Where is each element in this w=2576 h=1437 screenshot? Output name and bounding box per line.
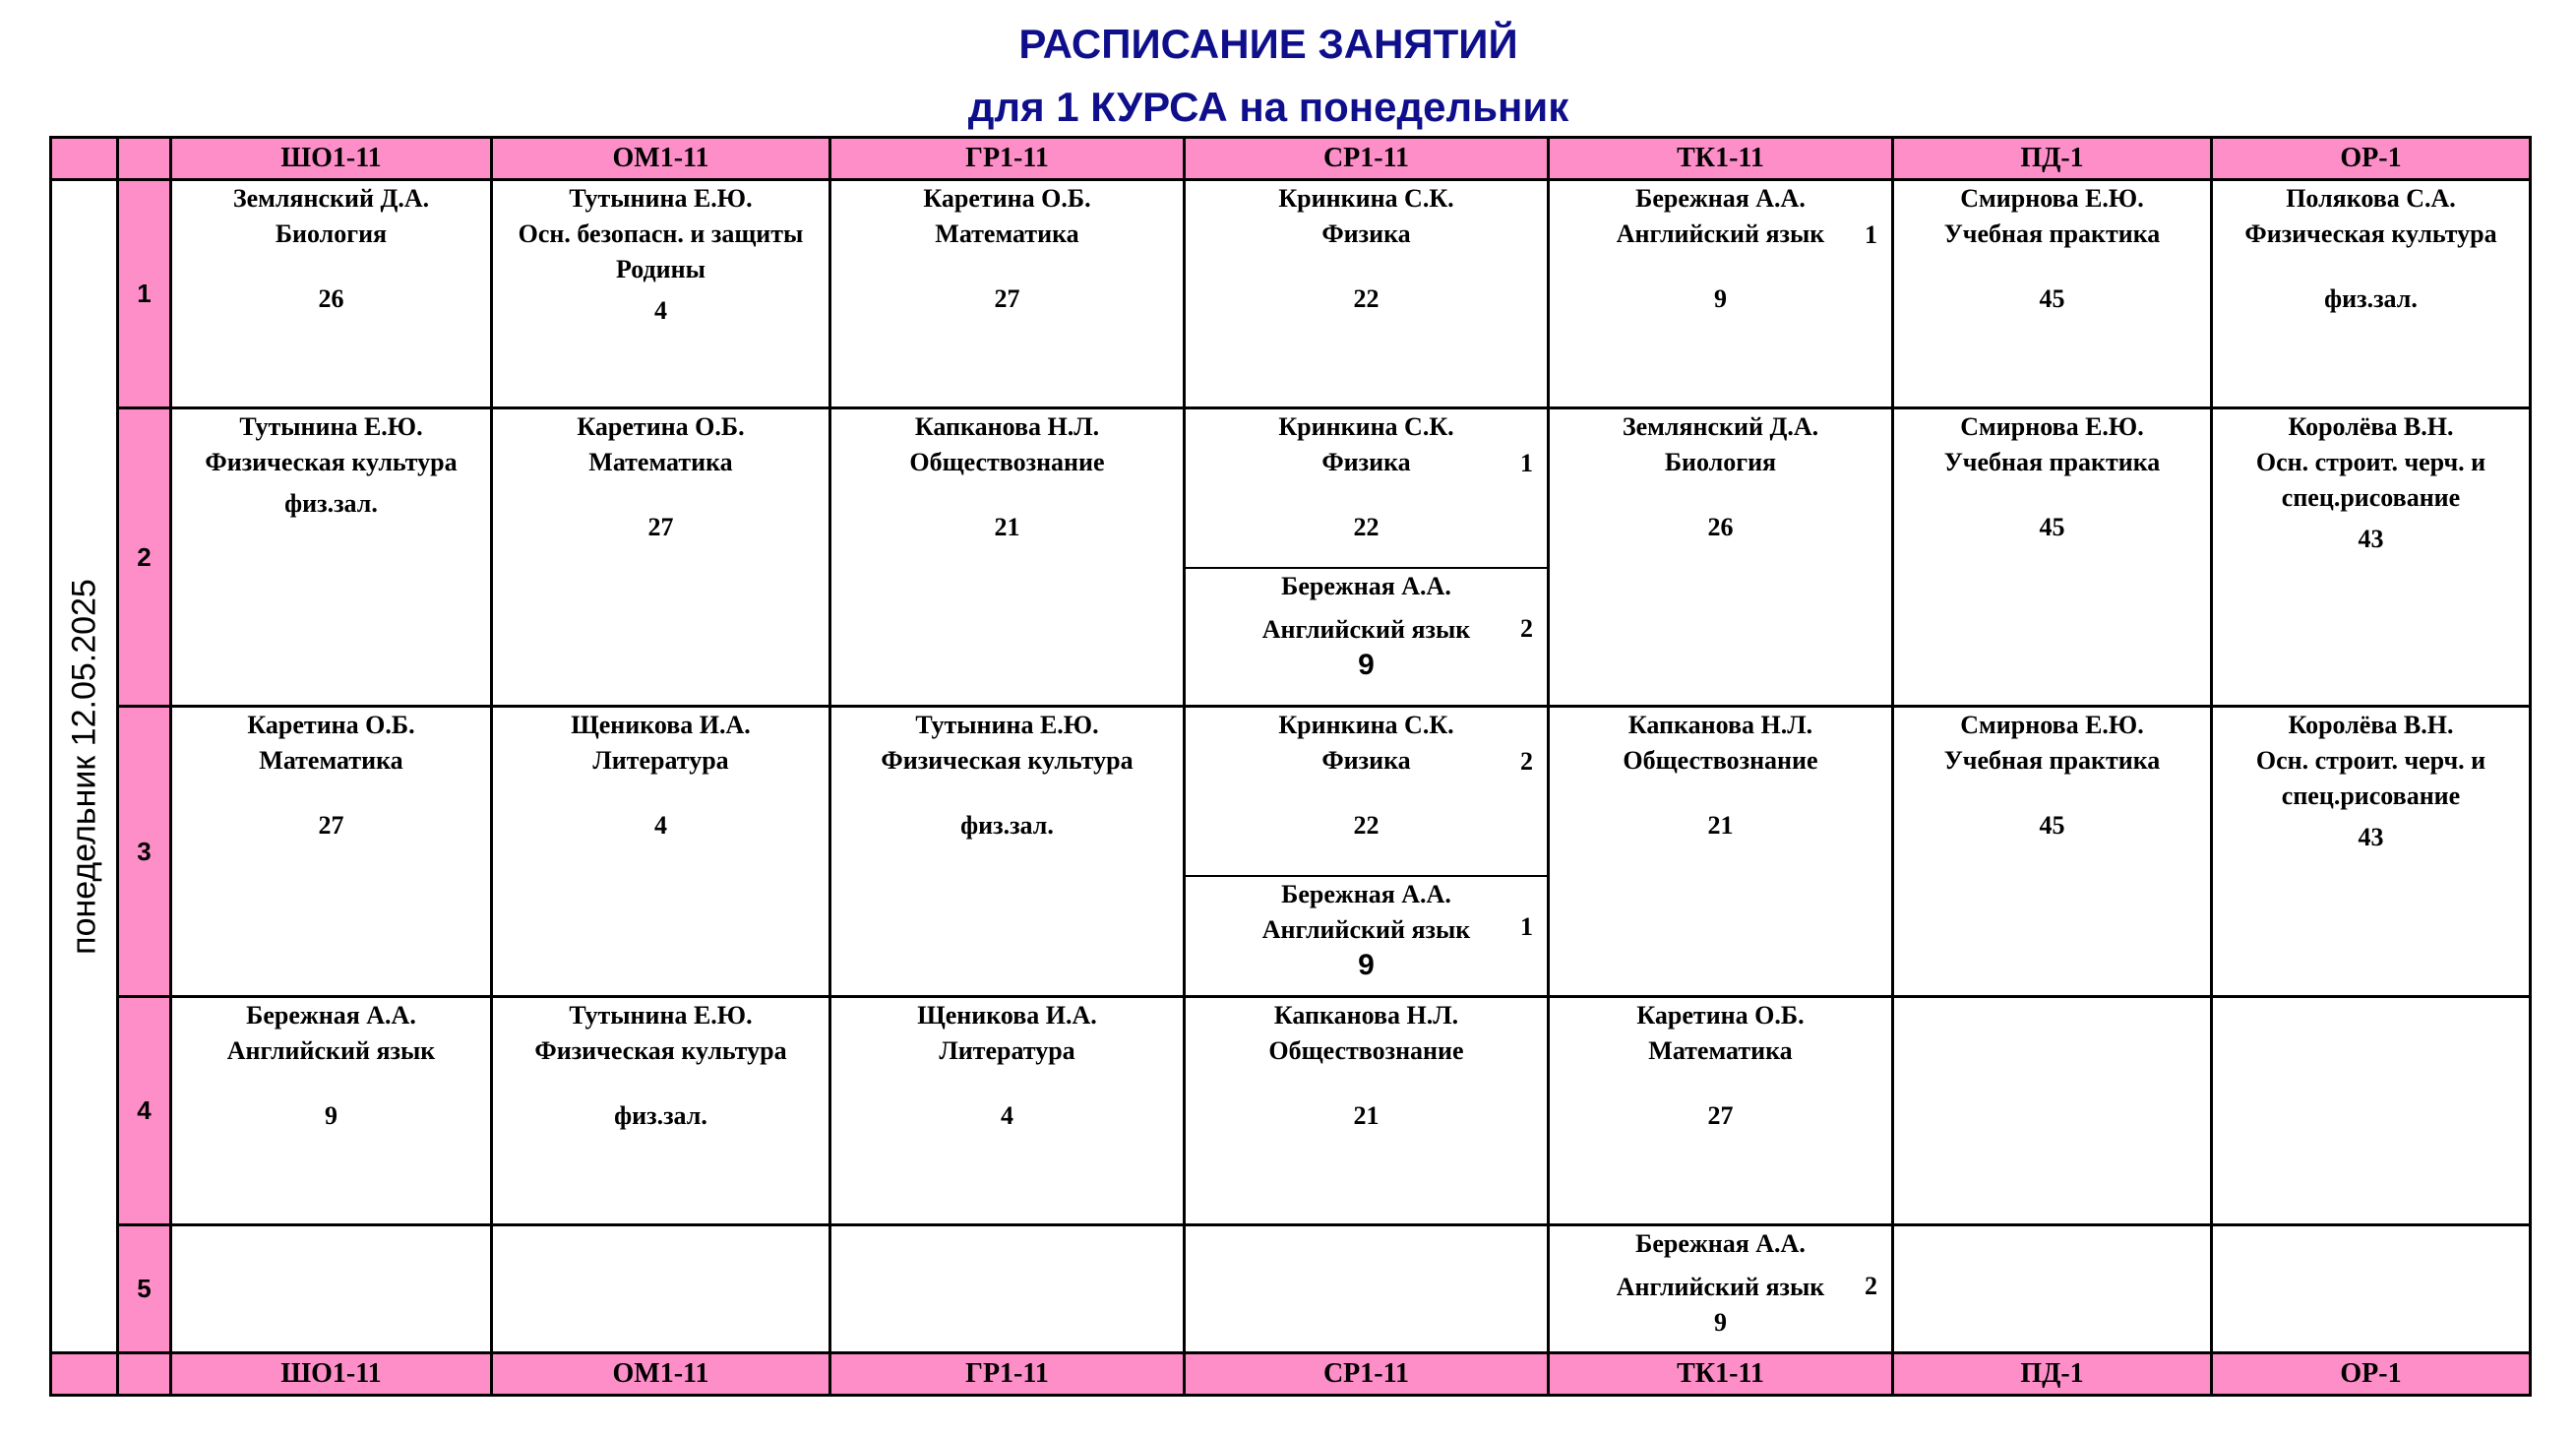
subject-name: Учебная практика — [1943, 448, 2161, 476]
room-number: 45 — [2039, 811, 2065, 840]
group-header: ТК1-11 — [1549, 138, 1893, 180]
header-row-bottom — [51, 1353, 2531, 1396]
subject-name: Математика — [588, 448, 733, 476]
teacher-name: Королёва В.Н. — [2288, 412, 2454, 441]
subgroup-number: 1 — [1520, 449, 1533, 477]
schedule-subtitle: для 1 КУРСА на понедельник — [967, 84, 1569, 130]
subgroup-number: 2 — [1865, 1272, 1877, 1300]
pair-number: 1 — [118, 180, 171, 408]
room-number: 27 — [647, 513, 674, 541]
subject-name: Физика — [1321, 746, 1411, 775]
subgroup-number: 1 — [1520, 912, 1533, 941]
lesson-cell-split — [1185, 707, 1549, 997]
room-number: 4 — [654, 296, 667, 325]
room-number: 45 — [2039, 284, 2065, 313]
header-corner-num — [118, 138, 171, 180]
teacher-name: Смирнова Е.Ю. — [1960, 184, 2144, 213]
schedule-title: РАСПИСАНИЕ ЗАНЯТИЙ — [1018, 21, 1518, 67]
lesson-cell — [1893, 707, 2212, 997]
lesson-cell — [1549, 408, 1893, 707]
teacher-name: Королёва В.Н. — [2288, 711, 2454, 739]
lesson-cell — [492, 707, 830, 997]
room-number: 22 — [1353, 811, 1380, 840]
subject-name: Английский язык — [1261, 915, 1471, 944]
teacher-name: Бережная А.А. — [1281, 880, 1451, 908]
group-header: ТК1-11 — [1549, 1353, 1893, 1396]
pair-row-3 — [51, 707, 2531, 997]
room-number: 9 — [1358, 649, 1375, 681]
lesson-cell — [2212, 408, 2531, 707]
lesson-cell — [1549, 997, 1893, 1225]
lesson-cell — [492, 997, 830, 1225]
room-number: 22 — [1353, 284, 1380, 313]
lesson-cell-split — [1185, 408, 1549, 707]
teacher-name: Каретина О.Б. — [923, 184, 1091, 213]
teacher-name: Щеникова И.А. — [571, 711, 751, 739]
teacher-name: Кринкина С.К. — [1278, 184, 1454, 213]
lesson-cell — [492, 180, 830, 408]
teacher-name: Каретина О.Б. — [1636, 1001, 1805, 1030]
room-number: 43 — [2358, 823, 2384, 851]
subject-name: Английский язык — [226, 1036, 436, 1065]
room-number: физ.зал. — [614, 1101, 707, 1130]
empty-cell — [1185, 1225, 1549, 1353]
lesson-cell — [1549, 707, 1893, 997]
subject-name: Математика — [259, 746, 403, 775]
pair-row-4 — [51, 997, 2531, 1225]
header-corner-num — [118, 1353, 171, 1396]
group-header: ШО1-11 — [171, 138, 492, 180]
teacher-name: Смирнова Е.Ю. — [1960, 412, 2144, 441]
group-header: ПД-1 — [1893, 138, 2212, 180]
header-corner — [51, 138, 118, 180]
empty-cell — [1893, 997, 2212, 1225]
room-number: физ.зал. — [284, 489, 378, 518]
lesson-cell — [830, 408, 1185, 707]
teacher-name: Бережная А.А. — [1635, 1229, 1806, 1258]
subject-name: Биология — [1664, 448, 1777, 476]
subject-name: Физика — [1321, 219, 1411, 248]
group-header: ОМ1-11 — [492, 1353, 830, 1396]
room-number: 27 — [1707, 1101, 1734, 1130]
lesson-cell — [171, 180, 492, 408]
teacher-name: Тутынина Е.Ю. — [239, 412, 423, 441]
subject-name: Математика — [1648, 1036, 1793, 1065]
group-header: ОР-1 — [2212, 1353, 2531, 1396]
subgroup-lesson — [1186, 409, 1547, 569]
subject-name: Физика — [1321, 448, 1411, 476]
pair-number: 4 — [118, 997, 171, 1225]
pair-number: 3 — [118, 707, 171, 997]
room-number: 9 — [1714, 1308, 1727, 1337]
lesson-cell — [171, 707, 492, 997]
room-number: 4 — [654, 811, 667, 840]
header-row-top — [51, 138, 2531, 180]
teacher-name: Каретина О.Б. — [577, 412, 745, 441]
teacher-name: Бережная А.А. — [246, 1001, 416, 1030]
teacher-name: Капканова Н.Л. — [1627, 711, 1813, 739]
room-number: 26 — [318, 284, 344, 313]
lesson-cell — [171, 408, 492, 707]
subgroup-number: 2 — [1520, 614, 1533, 643]
teacher-name: Бережная А.А. — [1635, 184, 1806, 213]
group-header: СР1-11 — [1185, 138, 1549, 180]
room-number: 4 — [1001, 1101, 1013, 1130]
subgroup-number: 1 — [1865, 220, 1877, 249]
subject-name: Биология — [275, 219, 388, 248]
group-header: СР1-11 — [1185, 1353, 1549, 1396]
pair-number: 5 — [118, 1225, 171, 1353]
subgroup-lesson — [1186, 708, 1547, 877]
day-label: понедельник 12.05.2025 — [65, 578, 102, 955]
room-number: 21 — [1353, 1101, 1380, 1130]
lesson-cell — [1893, 408, 2212, 707]
lesson-cell — [1893, 180, 2212, 408]
room-number: физ.зал. — [2324, 284, 2418, 313]
empty-cell — [171, 1225, 492, 1353]
room-number: 9 — [325, 1101, 337, 1130]
subject-name: Осн. безопасн. и защиты Родины — [518, 219, 804, 283]
subject-name: Физическая культура — [881, 746, 1134, 775]
room-number: 27 — [318, 811, 344, 840]
teacher-name: Кринкина С.К. — [1278, 711, 1454, 739]
lesson-cell — [1185, 180, 1549, 408]
group-header: ШО1-11 — [171, 1353, 492, 1396]
group-header: ОМ1-11 — [492, 138, 830, 180]
header-corner — [51, 1353, 118, 1396]
lesson-cell — [1185, 997, 1549, 1225]
lesson-cell — [2212, 707, 2531, 997]
group-header: ОР-1 — [2212, 138, 2531, 180]
subject-name: Физическая культура — [2244, 219, 2497, 248]
teacher-name: Каретина О.Б. — [247, 711, 415, 739]
teacher-name: Землянский Д.А. — [1622, 412, 1819, 441]
room-number: 45 — [2039, 513, 2065, 541]
subject-name: Обществознание — [1623, 746, 1818, 775]
room-number: 22 — [1353, 513, 1380, 541]
teacher-name: Капканова Н.Л. — [1273, 1001, 1459, 1030]
room-number: 27 — [994, 284, 1020, 313]
room-number: 9 — [1358, 949, 1375, 981]
empty-cell — [492, 1225, 830, 1353]
lesson-cell — [830, 997, 1185, 1225]
group-header: ПД-1 — [1893, 1353, 2212, 1396]
teacher-name: Бережная А.А. — [1281, 572, 1451, 600]
subject-name: Физическая культура — [534, 1036, 787, 1065]
pair-row-1 — [51, 180, 2531, 408]
teacher-name: Капканова Н.Л. — [914, 412, 1100, 441]
room-number: 43 — [2358, 525, 2384, 553]
group-header: ГР1-11 — [830, 1353, 1185, 1396]
subject-name: Математика — [935, 219, 1079, 248]
teacher-name: Тутынина Е.Ю. — [569, 184, 753, 213]
teacher-name: Землянский Д.А. — [232, 184, 430, 213]
room-number: 26 — [1707, 513, 1734, 541]
subject-name: Учебная практика — [1943, 746, 2161, 775]
room-number: 21 — [994, 513, 1020, 541]
lesson-cell — [1549, 180, 1893, 408]
schedule-table — [49, 136, 2532, 1397]
teacher-name: Смирнова Е.Ю. — [1960, 711, 2144, 739]
lesson-cell — [2212, 180, 2531, 408]
subgroup-number: 2 — [1520, 747, 1533, 776]
subject-name: Английский язык — [1261, 615, 1471, 644]
lesson-cell — [492, 408, 830, 707]
pair-number: 2 — [118, 408, 171, 707]
empty-cell — [830, 1225, 1185, 1353]
lesson-cell — [171, 997, 492, 1225]
teacher-name: Полякова С.А. — [2286, 184, 2456, 213]
teacher-name: Тутынина Е.Ю. — [915, 711, 1099, 739]
subject-name: Учебная практика — [1943, 219, 2161, 248]
subject-name: Английский язык — [1616, 1273, 1825, 1301]
subject-name: Литература — [592, 746, 729, 775]
teacher-name: Щеникова И.А. — [917, 1001, 1097, 1030]
empty-cell — [1893, 1225, 2212, 1353]
subgroup-lesson — [1186, 569, 1547, 705]
pair-row-5 — [51, 1225, 2531, 1353]
lesson-cell — [830, 707, 1185, 997]
subject-name: Осн. строит. черч. и спец.рисование — [2255, 448, 2486, 512]
subject-name: Обществознание — [1268, 1036, 1464, 1065]
room-number: 21 — [1707, 811, 1734, 840]
subject-name: Литература — [939, 1036, 1075, 1065]
subgroup-lesson — [1186, 877, 1547, 995]
group-header: ГР1-11 — [830, 138, 1185, 180]
subject-name: Английский язык — [1616, 219, 1825, 248]
lesson-cell — [1549, 1225, 1893, 1353]
day-cell — [51, 180, 118, 1353]
pair-row-2 — [51, 408, 2531, 707]
room-number: физ.зал. — [960, 811, 1054, 840]
empty-cell — [2212, 997, 2531, 1225]
subject-name: Физическая культура — [205, 448, 458, 476]
empty-cell — [2212, 1225, 2531, 1353]
teacher-name: Кринкина С.К. — [1278, 412, 1454, 441]
subject-name: Осн. строит. черч. и спец.рисование — [2255, 746, 2486, 810]
lesson-cell — [830, 180, 1185, 408]
teacher-name: Тутынина Е.Ю. — [569, 1001, 753, 1030]
room-number: 9 — [1714, 284, 1727, 313]
subject-name: Обществознание — [909, 448, 1105, 476]
